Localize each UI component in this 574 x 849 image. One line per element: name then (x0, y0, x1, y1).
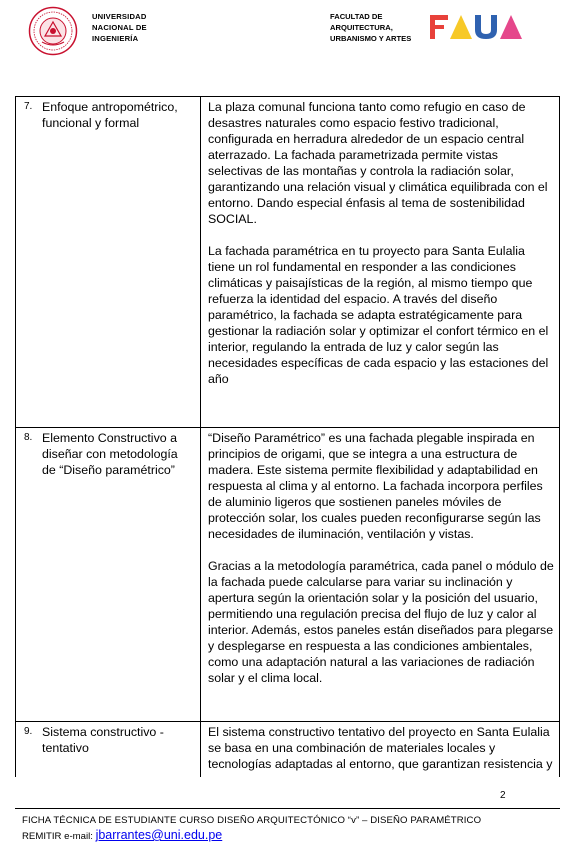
table-row (16, 722, 559, 777)
row-label (24, 99, 196, 131)
row-number: 9. (24, 726, 33, 737)
row-label-text: Sistema constructivo - tentativo (42, 725, 164, 755)
row-content (208, 430, 554, 702)
paragraph: La fachada paramétrica en tu proyecto para Santa Eulalia tiene un rol fundamental en responder a las condiciones climáticas y paisajísticas de la región, al mismo tiempo que refuerza la identidad del espacio. A través del diseño paramétrico, la fachada se adapta estratégicamente para gestionar la radiación solar y optimizar el confort térmico en el interior, regulando la entrada de luz y calor según las necesidades específicas de cada espacio y las estaciones del año (208, 244, 549, 386)
row-content (208, 724, 554, 777)
email-link[interactable]: jbarrantes@uni.edu.pe (95, 828, 223, 842)
university-seal-icon (28, 6, 78, 56)
remit-label: REMITIR e-mail: (22, 831, 93, 842)
table-row (16, 97, 559, 429)
footer-contact (22, 828, 222, 842)
university-name: UNIVERSIDAD NACIONAL DE INGENIERÍA (92, 12, 147, 43)
row-label (24, 430, 196, 478)
paragraph: La plaza comunal funciona tanto como refugio en caso de desastres naturales como espacio festivo tradicional, configurada en herradura alrededor de un espacio central aterrazado. La fachada parametrizada permite vistas selectivas de las montañas y controla la radiación solar, garantizando una relación visual y climática equilibrada con el entorno. Dando especial énfasis al tema de sostenibilidad SOCIAL. (208, 100, 548, 226)
page-number: 2 (500, 790, 506, 801)
footer-title: FICHA TÉCNICA DE ESTUDIANTE CURSO DISEÑO ARQUITECTÓNICO “v” – DISEÑO PARAMÉTRICO (22, 815, 482, 826)
row-number: 7. (24, 101, 33, 112)
faua-logo-icon (430, 15, 526, 39)
paragraph: El sistema constructivo tentativo del proyecto en Santa Eulalia se basa en una combinación de materiales locales y tecnologías adaptadas al entorno, que garantizan resistencia y (208, 725, 553, 771)
paragraph: Gracias a la metodología paramétrica, cada panel o módulo de la fachada puede calcularse para variar su inclinación y apertura según la orientación solar y la posición del usuario, permitiendo una regulación precisa del flujo de luz y calor al interior. Además, estos paneles están diseñados para plegarse y desplegarse en respuesta a las condiciones ambientales, como una adaptación natural a las variaciones de radiación solar y el clima local. (208, 559, 554, 685)
page-header (0, 0, 574, 62)
row-content (208, 99, 554, 403)
row-label (24, 724, 196, 756)
footer-divider (15, 808, 560, 809)
row-label-text: Elemento Constructivo a diseñar con metodología de “Diseño paramétrico” (42, 431, 178, 477)
row-label-text: Enfoque antropométrico, funcional y formal (42, 100, 178, 130)
paragraph: “Diseño Paramétrico” es una fachada plegable inspirada en principios de origami, que se integra a una estructura de madera. Este sistema permite flexibilidad y adaptabilidad en respuesta al clima y al entorno. La fachada incorpora perfiles de aluminio ligeros que sostienen paneles móviles de protección solar, los cuales pueden reconfigurarse según las necesidades de iluminación, ventilación y vistas. (208, 431, 543, 541)
table-row (16, 428, 559, 721)
technical-sheet-table (15, 96, 560, 777)
row-number: 8. (24, 432, 33, 443)
faculty-name: FACULTAD DE ARQUITECTURA, URBANISMO Y ARTES (330, 12, 412, 43)
